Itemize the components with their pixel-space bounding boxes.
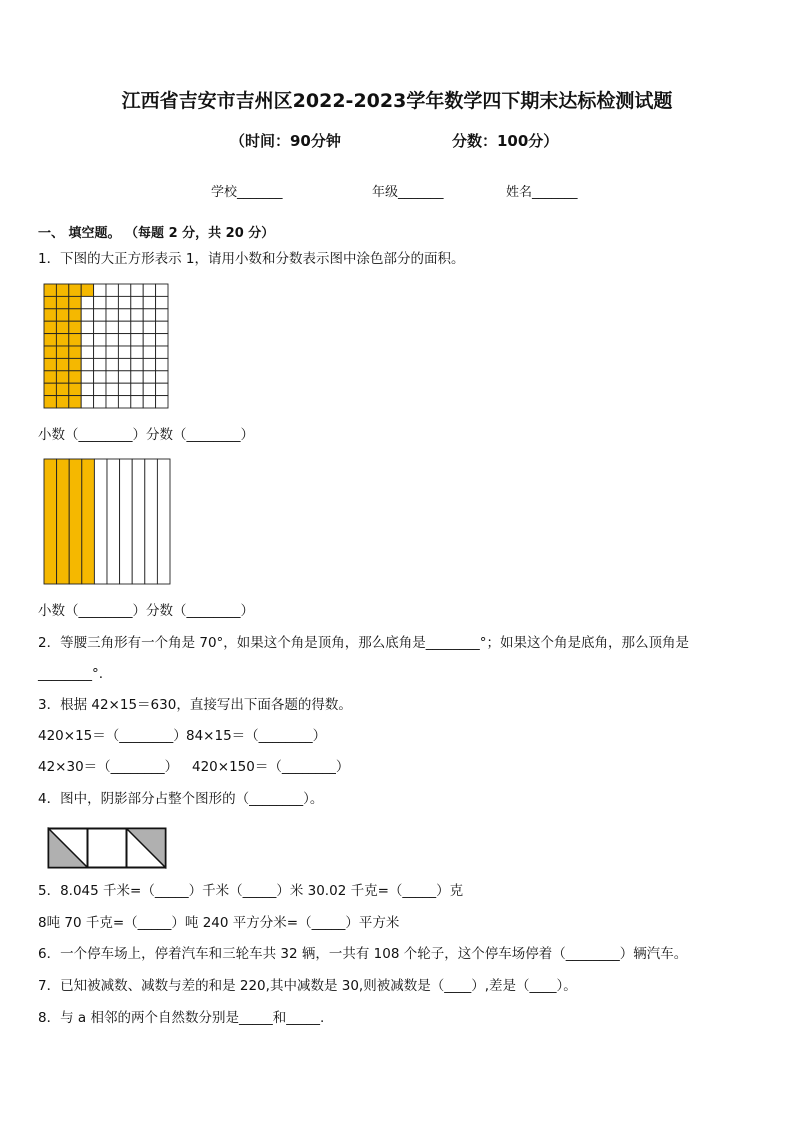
- grid-cell: [44, 334, 56, 346]
- grid-cell: [143, 371, 155, 383]
- grid-cell: [143, 358, 155, 370]
- grid-cell: [81, 334, 93, 346]
- strip: [69, 459, 82, 584]
- strip: [132, 459, 145, 584]
- strip: [44, 459, 57, 584]
- grid-cell: [94, 321, 106, 333]
- grid-cell: [118, 396, 130, 408]
- grid-cell: [156, 296, 168, 308]
- grid-cell: [69, 383, 81, 395]
- strip: [120, 459, 133, 584]
- grid-cell: [56, 309, 68, 321]
- grid-cell: [131, 371, 143, 383]
- strips-figure: [43, 458, 173, 586]
- page-title: 江西省吉安市吉州区2022-2023学年数学四下期末达标检测试题: [121, 90, 673, 112]
- grid-cell: [106, 383, 118, 395]
- grid-cell: [81, 284, 93, 296]
- grid-cell: [94, 346, 106, 358]
- question-3-d: 420×150＝（________）: [192, 759, 350, 775]
- grid-cell: [143, 284, 155, 296]
- grid-cell: [118, 284, 130, 296]
- question-1: 1．下图的大正方形表示 1，请用小数和分数表示图中涂色部分的面积。: [38, 251, 465, 267]
- grid-cell: [118, 371, 130, 383]
- question-5-line-2: 8吨 70 千克=（_____）吨 240 平方分米=（_____）平方米: [38, 915, 400, 931]
- grid-cell: [106, 358, 118, 370]
- grid-cell: [81, 321, 93, 333]
- grid-cell: [94, 334, 106, 346]
- grid-cell: [106, 334, 118, 346]
- grid-figure: [43, 283, 169, 409]
- grid-cell: [69, 358, 81, 370]
- grid-cell: [44, 321, 56, 333]
- grid-cell: [44, 284, 56, 296]
- grid-cell: [156, 383, 168, 395]
- grid-cell: [143, 346, 155, 358]
- question-2-line-2: ________°.: [38, 666, 104, 682]
- grid-cell: [143, 296, 155, 308]
- grid-cell: [44, 296, 56, 308]
- grid-cell: [131, 321, 143, 333]
- grid-cell: [156, 371, 168, 383]
- grid-cell: [94, 309, 106, 321]
- grid-cell: [131, 309, 143, 321]
- strip: [145, 459, 158, 584]
- grid-cell: [81, 346, 93, 358]
- squares-figure: [47, 827, 171, 869]
- question-3-a: 420×15＝（________）: [38, 728, 187, 744]
- grid-cell: [94, 396, 106, 408]
- grid-cell: [94, 296, 106, 308]
- strip: [157, 459, 170, 584]
- grid-cell: [56, 383, 68, 395]
- grid-cell: [118, 309, 130, 321]
- grid-cell: [118, 346, 130, 358]
- grid-cell: [56, 371, 68, 383]
- grid-cell: [106, 284, 118, 296]
- question-3-b: 84×15＝（________）: [186, 728, 327, 744]
- grid-cell: [94, 371, 106, 383]
- grid-cell: [131, 334, 143, 346]
- strip: [57, 459, 70, 584]
- grid-cell: [131, 383, 143, 395]
- grade-field: 年级_______: [372, 185, 444, 200]
- strip: [107, 459, 120, 584]
- grid-cell: [44, 383, 56, 395]
- square: [88, 829, 127, 868]
- grid-cell: [156, 358, 168, 370]
- grid-cell: [143, 396, 155, 408]
- question-6: 6．一个停车场上，停着汽车和三轮车共 32 辆，一共有 108 个轮子，这个停车场停着（________）辆汽车。: [38, 946, 688, 962]
- grid-cell: [156, 309, 168, 321]
- question-1-answer-b: 小数（________）分数（________）: [38, 603, 254, 619]
- school-field: 学校_______: [211, 185, 283, 200]
- grid-cell: [106, 346, 118, 358]
- grid-cell: [131, 396, 143, 408]
- question-5-line-1: 5．8.045 千米=（_____）千米（_____）米 30.02 千克=（_____）克: [38, 883, 464, 899]
- question-3-c: 42×30＝（________）: [38, 759, 179, 775]
- score-label: 分数：100分）: [452, 132, 559, 150]
- grid-cell: [118, 296, 130, 308]
- grid-cell: [69, 296, 81, 308]
- grid-cell: [118, 334, 130, 346]
- grid-cell: [44, 371, 56, 383]
- grid-cell: [69, 284, 81, 296]
- grid-cell: [143, 334, 155, 346]
- grid-cell: [156, 396, 168, 408]
- grid-cell: [143, 383, 155, 395]
- grid-cell: [156, 346, 168, 358]
- grid-cell: [94, 284, 106, 296]
- grid-cell: [106, 371, 118, 383]
- grid-cell: [69, 321, 81, 333]
- grid-cell: [94, 383, 106, 395]
- grid-cell: [106, 396, 118, 408]
- grid-cell: [56, 334, 68, 346]
- grid-cell: [81, 309, 93, 321]
- grid-cell: [131, 358, 143, 370]
- grid-cell: [69, 371, 81, 383]
- grid-cell: [56, 296, 68, 308]
- question-2-line-1: 2．等腰三角形有一个角是 70°，如果这个角是顶角，那么底角是________°；如果这个角是底角，那么顶角是: [38, 635, 690, 651]
- grid-cell: [56, 284, 68, 296]
- grid-cell: [81, 371, 93, 383]
- name-field: 姓名_______: [506, 185, 578, 200]
- grid-cell: [56, 321, 68, 333]
- time-label: （时间：90分钟: [230, 132, 341, 150]
- grid-cell: [131, 296, 143, 308]
- question-4: 4．图中，阴影部分占整个图形的（________）。: [38, 791, 324, 807]
- grid-cell: [44, 358, 56, 370]
- grid-cell: [81, 358, 93, 370]
- grid-cell: [56, 396, 68, 408]
- grid-cell: [69, 346, 81, 358]
- grid-cell: [44, 396, 56, 408]
- grid-cell: [118, 321, 130, 333]
- strip: [94, 459, 107, 584]
- grid-cell: [118, 383, 130, 395]
- grid-cell: [131, 284, 143, 296]
- grid-cell: [106, 296, 118, 308]
- grid-cell: [44, 346, 56, 358]
- grid-cell: [143, 309, 155, 321]
- grid-cell: [94, 358, 106, 370]
- question-7: 7．已知被减数、减数与差的和是 220,其中减数是 30,则被减数是（____）,差是（____）。: [38, 978, 577, 994]
- grid-cell: [69, 396, 81, 408]
- grid-cell: [156, 334, 168, 346]
- grid-cell: [81, 296, 93, 308]
- question-1-answer-a: 小数（________）分数（________）: [38, 427, 254, 443]
- grid-cell: [156, 321, 168, 333]
- question-3: 3．根据 42×15＝630，直接写出下面各题的得数。: [38, 697, 352, 713]
- grid-cell: [118, 358, 130, 370]
- grid-cell: [69, 334, 81, 346]
- grid-cell: [56, 358, 68, 370]
- grid-cell: [156, 284, 168, 296]
- strip: [82, 459, 95, 584]
- grid-cell: [81, 396, 93, 408]
- grid-cell: [56, 346, 68, 358]
- grid-cell: [81, 383, 93, 395]
- grid-cell: [44, 309, 56, 321]
- grid-cell: [106, 321, 118, 333]
- section-heading: 一、 填空题。 （每题 2 分，共 20 分）: [38, 226, 275, 241]
- question-8: 8．与 a 相邻的两个自然数分别是_____和_____.: [38, 1010, 325, 1026]
- grid-cell: [106, 309, 118, 321]
- grid-cell: [69, 309, 81, 321]
- grid-cell: [131, 346, 143, 358]
- grid-cell: [143, 321, 155, 333]
